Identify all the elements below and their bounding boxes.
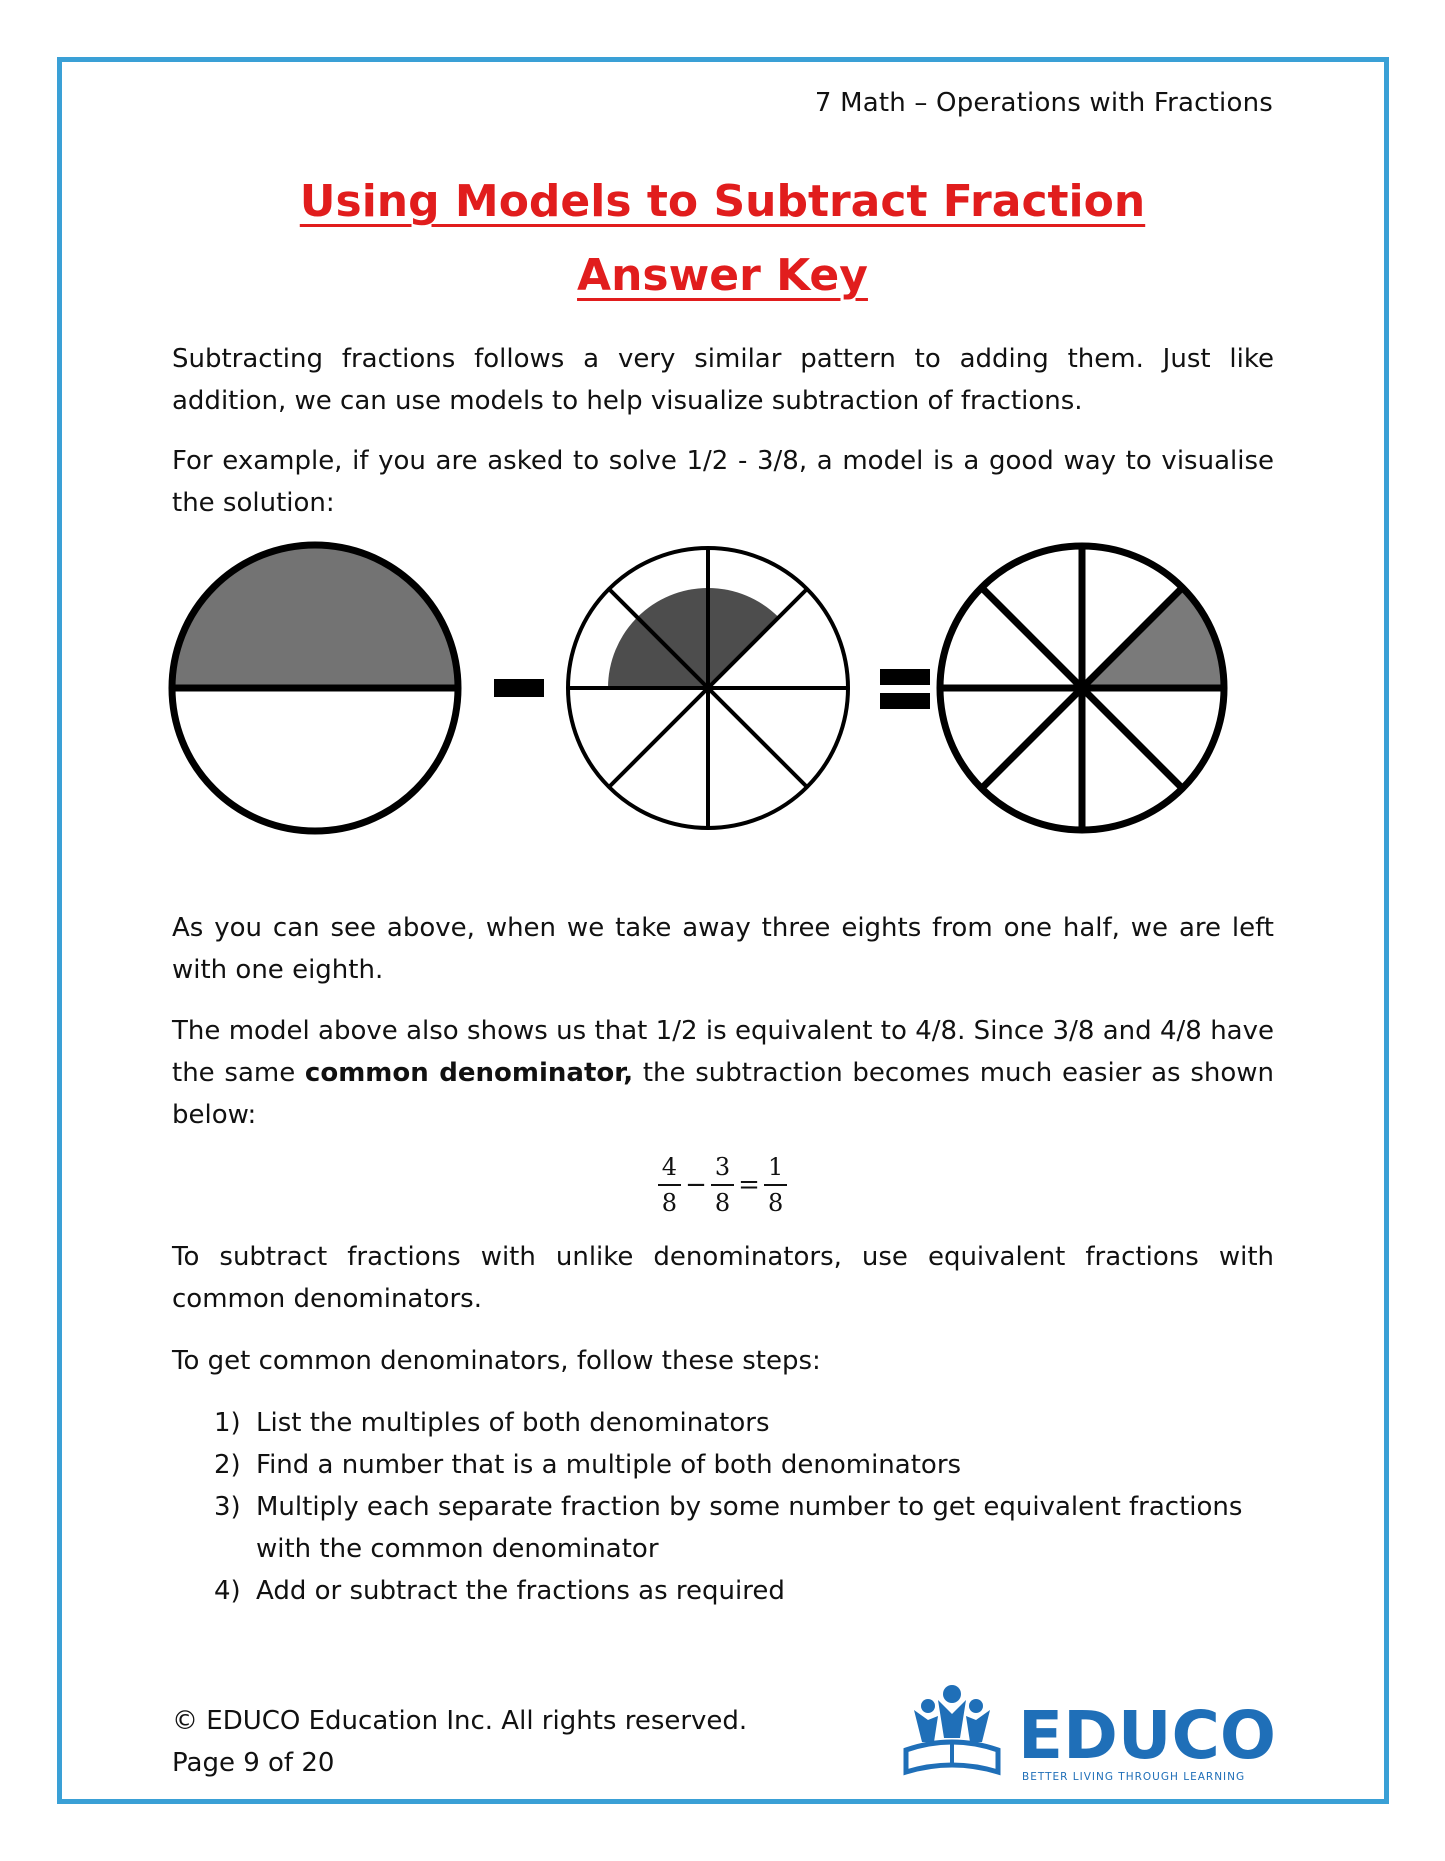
list-item: 3) Multiply each separate fraction by some number to get equivalent fractions with the common denominator (214, 1492, 1243, 1564)
logo-wordmark: EDUCO (1018, 1697, 1277, 1774)
unlike-denominators-paragraph: To subtract fractions with unlike denominators, use equivalent fractions with common denominators. (172, 1242, 1274, 1314)
fraction-equation: $\frac{4}{8}$ − $\frac{3}{8}$ = $\frac{1}{8}$ (0, 1150, 1445, 1220)
steps-list (214, 1402, 1274, 1612)
page-number: Page 9 of 20 (172, 1748, 335, 1778)
intro-paragraph: Subtracting fractions follows a very similar pattern to adding them. Just like addition, we can use models to help visualize subtraction of fractions. (172, 344, 1274, 416)
list-item: 2) Find a number that is a multiple of both denominators (214, 1450, 962, 1480)
list-item: 1) List the multiples of both denominators (214, 1408, 770, 1438)
equals-sign-top (880, 669, 930, 685)
result-circle-model (940, 546, 1224, 830)
logo-tagline: BETTER LIVING THROUGH LEARNING (1022, 1771, 1246, 1783)
minus-sign (494, 679, 544, 697)
page-title: Using Models to Subtract Fraction (299, 176, 1146, 227)
steps-intro: To get common denominators, follow these steps: (172, 1346, 821, 1376)
fraction-one-eighth: $\frac{1}{8}$ (764, 1150, 787, 1220)
page-subtitle: Answer Key (577, 250, 868, 301)
footer (172, 1700, 747, 1784)
half-circle-model (172, 545, 458, 831)
equivalence-paragraph: The model above also shows us that 1/2 is equivalent to 4/8. Since 3/8 and 4/8 have the same common denominator, the subtraction becomes much easier as shown below: (172, 1016, 1274, 1130)
logo-people-book-icon (906, 1685, 998, 1772)
educo-logo (900, 1680, 1280, 1790)
fraction-model-diagram (160, 535, 1260, 845)
list-item: 4) Add or subtract the fractions as required (214, 1576, 785, 1606)
fraction-four-eighths: $\frac{4}{8}$ (658, 1150, 681, 1220)
shaded-half (172, 545, 458, 688)
common-denominator-term: common denominator, (304, 1058, 634, 1088)
course-header: 7 Math – Operations with Fractions (814, 88, 1273, 118)
eighths-circle-model (568, 548, 848, 828)
fraction-three-eighths: $\frac{3}{8}$ (711, 1150, 734, 1220)
equals-sign-bottom (880, 693, 930, 709)
example-paragraph: For example, if you are asked to solve 1/2 - 3/8, a model is a good way to visualise the solution: (172, 446, 1274, 518)
copyright-text: © EDUCO Education Inc. All rights reserved. (172, 1706, 748, 1736)
explanation-paragraph: As you can see above, when we take away three eights from one half, we are left with one eighth. (172, 913, 1274, 985)
